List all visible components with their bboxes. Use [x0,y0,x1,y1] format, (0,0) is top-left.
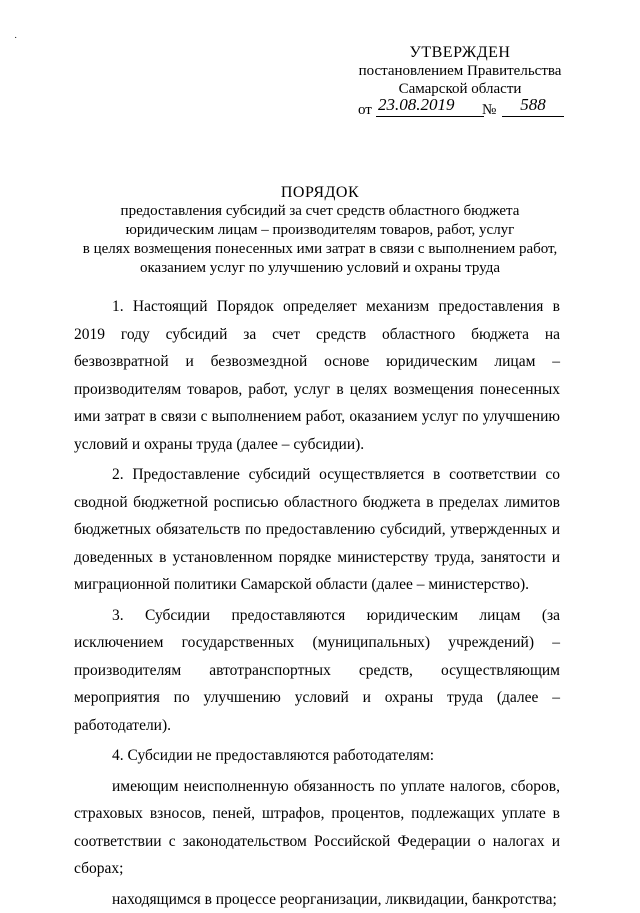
approval-number: 588 [502,96,564,117]
paragraph-3: 3. Субсидии предоставляются юридическим лицам (за исключением государственных (муниципальных) учреждений) – производителям автотранспортных средств, осуществляющим мероприятия по улучшению условий и охраны труда (далее – работодатели). [74,602,560,740]
approval-stamp [340,44,580,120]
document-body [74,293,560,913]
title-line-4: оказанием услуг по улучшению условий и охраны труда [60,259,580,278]
corner-mark: ˙ [14,36,17,47]
approval-heading: УТВЕРЖДЕН [340,44,580,62]
paragraph-2: 2. Предоставление субсидий осуществляется в соответствии со сводной бюджетной росписью областного бюджета в пределах лимитов бюджетных обязательств по предоставлению субсидий, утвержденных и доведенных в установленном порядке министерству труда, занятости и миграционной политики Самарской области (далее – министерство). [74,461,560,599]
approval-line-2: Самарской области [340,80,580,98]
paragraph-6: находящимся в процессе реорганизации, ликвидации, банкротства; [74,886,560,913]
title-line-1: предоставления субсидий за счет средств областного бюджета [60,202,580,221]
approval-number-sign: № [482,101,496,119]
paragraph-4: 4. Субсидии не предоставляются работодателям: [74,742,560,770]
document-title [60,183,580,278]
title-line-3: в целях возмещения понесенных ими затрат в связи с выполнением работ, [60,240,580,259]
paragraph-1: 1. Настоящий Порядок определяет механизм предоставления в 2019 году субсидий за счет средств областного бюджета на безвозвратной и безвозмездной основе юридическим лицам – производителям товаров, работ, услуг в целях возмещения понесенных ими затрат в связи с выполнением работ, оказанием услуг по улучшению условий и охраны труда (далее – субсидии). [74,293,560,458]
title-heading: ПОРЯДОК [60,183,580,202]
paragraph-5: имеющим неисполненную обязанность по уплате налогов, сборов, страховых взносов, пеней, штрафов, процентов, подлежащих уплате в соответствии с законодательством Российской Федерации о налогах и сборах; [74,773,560,883]
approval-date-number [340,98,580,120]
approval-date: 23.08.2019 [376,96,484,117]
title-line-2: юридическим лицам – производителям товаров, работ, услуг [60,221,580,240]
approval-line-1: постановлением Правительства [340,62,580,80]
approval-prefix: от [358,101,372,119]
